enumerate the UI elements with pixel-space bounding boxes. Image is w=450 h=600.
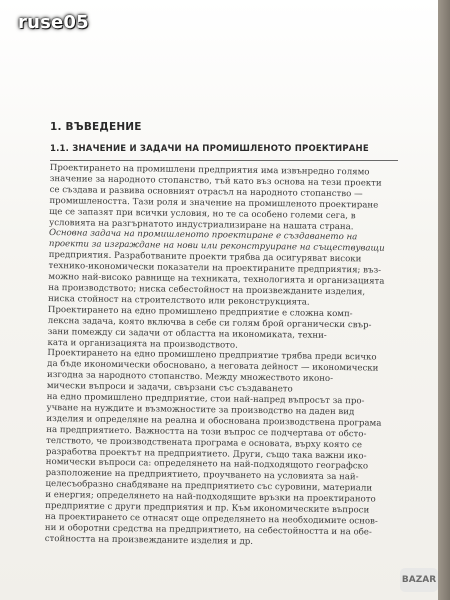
text-line: на производството; ниска себестойност на произвежданите изделия, (48, 282, 366, 298)
text-line: предприятия. Разработваните проекти трябва да осигуряват високи (48, 250, 362, 265)
text-line: на проектирането се отнасят още определянето на необходимите основ- (44, 511, 378, 527)
text-line: мически въпроси и задачи, свързани със създаването (46, 381, 293, 395)
text-line: ката и организацията на производството. (47, 337, 238, 351)
text-line: да бъде икономически обосновано, а неговата дейност — икономически (47, 359, 379, 374)
page-edge-shadow (438, 0, 450, 600)
text-line: Основна задача на промишленото проектиране е създаването на (48, 228, 358, 243)
text-line: разработва проектът на предприятието. Други, също така важни ико- (45, 446, 367, 462)
text-line: Проектирането на едно промишлено предприятие трябва преди всичко (47, 348, 377, 363)
chapter-heading: 1. ВЪВЕДЕНИЕ (50, 121, 142, 133)
text-line: можно най-високо равнище на техниката, технологията и организацията (48, 272, 385, 287)
text-line: ни и оборотни средства на предприятието, на себестойността и на обе- (44, 522, 372, 538)
section-heading: 1.1. ЗНАЧЕНИЕ И ЗАДАЧИ НА ПРОМИШЛЕНОТО ПРОЕКТИРАНЕ (50, 144, 369, 154)
text-line: технико-икономически показатели на проектираните предприятия; въз- (48, 261, 382, 276)
text-line: ниска стойност на строителството или реконструкцията. (48, 293, 310, 308)
bazar-logo-badge: BAZAR (400, 568, 438, 592)
heading-rule (50, 160, 398, 161)
text-line: условията на разгърнатото индустриализиране на нашата страна. (49, 217, 354, 232)
text-line: на едно промишлено предприятие, стои най-напред въпросът за про- (46, 392, 365, 407)
text-line: се създава и развива основният отрасъл на народното стопанство — (49, 184, 363, 200)
text-line: целесъобразно снабдяване на предприятието със суровини, материали (45, 479, 373, 494)
text-line: Проектирането на едно промишлено предприятие е сложна комп- (47, 304, 353, 320)
text-line: проекти за изграждане на нови или реконструиране на съществуващи (48, 239, 385, 255)
text-line: изделия и определяне на реална и обоснована производствена програма (46, 413, 382, 429)
text-line: промишлеността. Тази роля и значение на промишленото проектиране (49, 195, 379, 211)
text-line: зани помежду си задачи от областта на икономиката, техни- (47, 326, 327, 341)
text-line: изгодна за народното стопанство. Между множеството иконо- (46, 370, 334, 385)
text-line: предприятие с други предприятия и пр. Към икономическите въпроси (45, 501, 370, 516)
text-line: стойността на произвежданите изделия и др. (44, 533, 254, 547)
text-line: телството, че производствената програма е основата, върху която се (46, 435, 363, 451)
text-line: значение за народното стопанство, тъй като въз основа на тези проекти (49, 173, 382, 189)
text-line: номически въпроси са: определянето на най-подходящото географско (45, 457, 369, 472)
text-line: на предприятието. Важността на този въпрос се подчертава от обсто- (46, 424, 367, 440)
text-line: Проектирането на промишлени предприятия има извънредно голямо (49, 163, 370, 178)
text-line: лексна задача, която включва в себе си голям брой органически свър- (47, 315, 372, 331)
text-line: ще се запазят при всички условия, но те са особено големи сега, в (49, 206, 356, 221)
text-line: и енергия; определянето на най-подходящите връзки на проектираното (45, 490, 376, 505)
body-text (45, 163, 410, 550)
text-line: учване на нуждите и възможностите за производство на даден вид (46, 402, 355, 418)
seller-watermark: ruse05 (18, 12, 89, 33)
text-line: разположение на предприятието, проучването на условията за най- (45, 468, 359, 483)
